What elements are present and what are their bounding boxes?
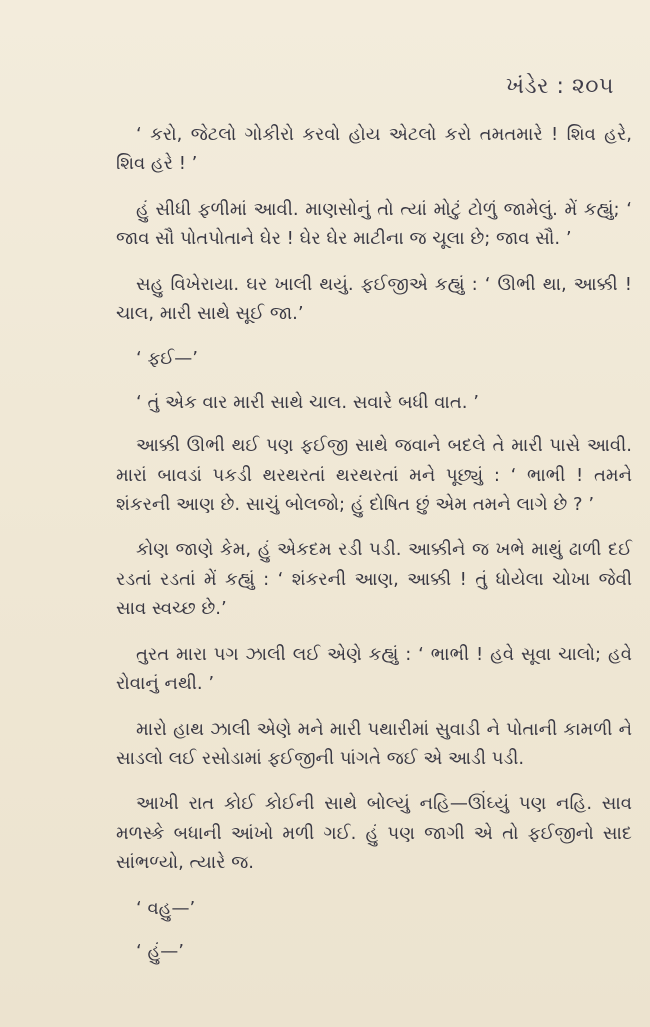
page-body	[116, 120, 632, 980]
paragraph-1: ‘ કરો, જેટલો ગોકીરો કરવો હોય એટલો કરો તમતમારે ! શિવ હરે, શિવ હરે ! ’	[116, 124, 632, 175]
paragraph-6: આક્કી ઊભી થઈ પણ ફઈજી સાથે જવાને બદલે તે મારી પાસે આવી. મારાં બાવડાં પકડી થરથરતાં થરથરતાં મને પૂછ્યું : ‘ ભાભી ! તમને શંકરની આણ છે. સાચું બોલજો; હું દોષિત છું એમ તમને લાગે છે ? ’	[116, 435, 632, 516]
paragraph-3: સહુ વિખેરાયા. ઘર ખાલી થયું. ફઈજીએ કહ્યું : ‘ ઊભી થા, આક્કી ! ચાલ, મારી સાથે સૂઈ જા.’	[116, 273, 632, 325]
paragraph-2: હું સીધી ફળીમાં આવી. માણસોનું તો ત્યાં મોટું ટોળું જામેલું. મેં કહ્યું; ‘ જાવ સૌ પોતપોતાને ઘેર ! ઘેર ઘેર માટીના જ ચૂલા છે; જાવ સૌ. ’	[116, 198, 632, 250]
paragraph-5: ‘ તું એક વાર મારી સાથે ચાલ. સવારે બધી વાત. ’	[136, 391, 479, 413]
paragraph-4: ‘ ફઈ—’	[136, 348, 198, 370]
paragraph-9: મારો હાથ ઝાલી એણે મને મારી પથારીમાં સુવાડી ને પોતાની કામળી ને સાડલો લઈ રસોડામાં ફઈજીની પાંગતે જઈ એ આડી પડી.	[116, 718, 632, 769]
paragraph-7: કોણ જાણે કેમ, હું એકદમ રડી પડી. આક્કીને જ ખભે માથું ઢાળી દઈ રડતાં રડતાં મેં કહ્યું : ‘ શંકરની આણ, આક્કી ! તું ધોયેલા ચોખા જેવી સાવ સ્વચ્છ છે.’	[116, 539, 632, 620]
paragraph-12: ‘ હું—’	[136, 940, 184, 962]
running-header: ખંડેર : ૨૦૫	[505, 74, 614, 99]
paragraph-11: ‘ વહુ—’	[136, 897, 196, 919]
paragraph-8: તુરત મારા પગ ઝાલી લઈ એણે કહ્યું : ‘ ભાભી ! હવે સૂવા ચાલો; હવે રોવાનું નથી. ’	[116, 643, 632, 695]
paragraph-10: આખી રાત કોઈ કોઈની સાથે બોલ્યું નહિ—ઊંઘ્યું પણ નહિ. સાવ મળસ્કે બધાની આંખો મળી ગઈ. હું પણ જાગી એ તો ફઈજીનો સાદ સાંભળ્યો, ત્યારે જ.	[116, 793, 632, 874]
